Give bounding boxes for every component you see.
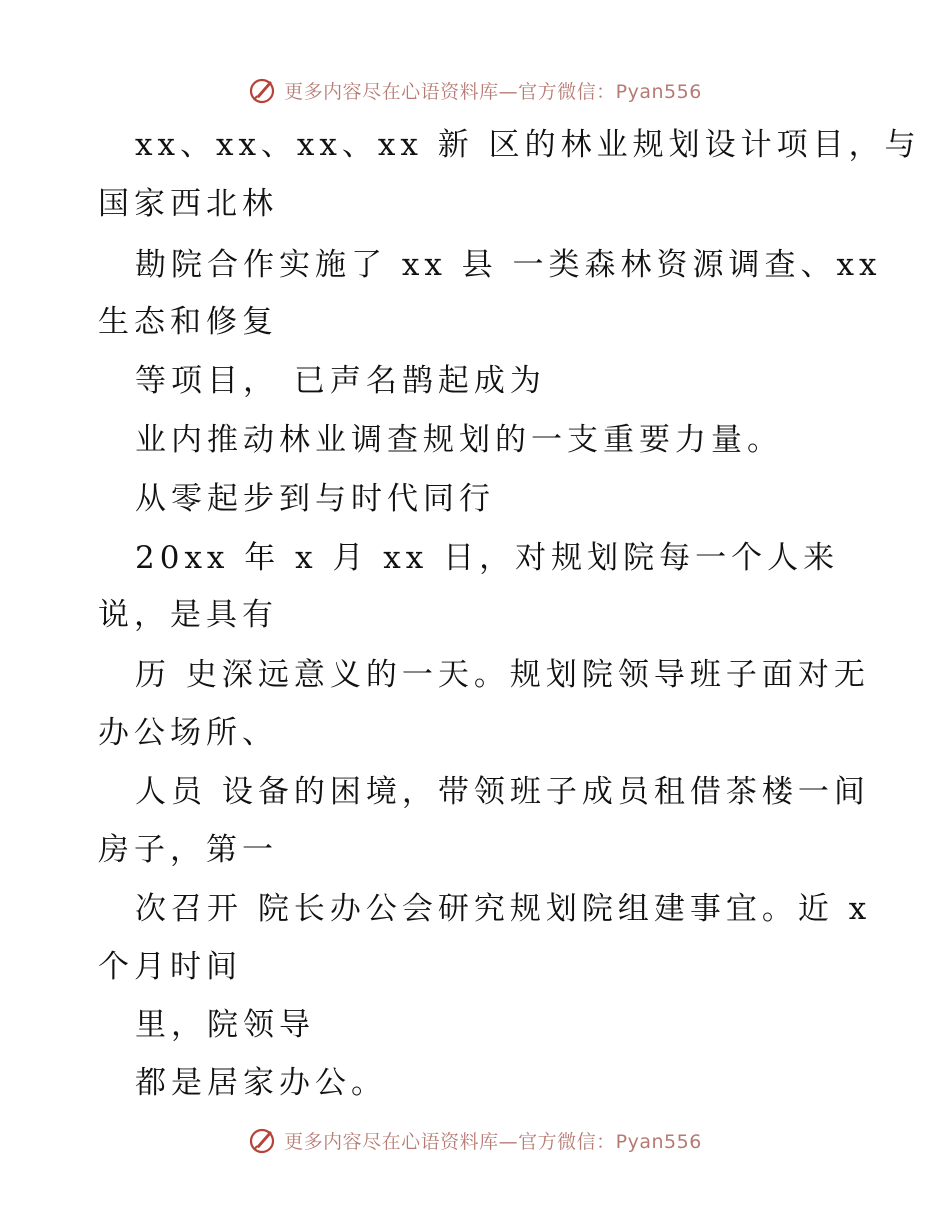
body-line: 国家西北林 [98,186,278,222]
watermark-text: 更多内容尽在心语资料库—官方微信：Pyan556 [284,1130,702,1153]
body-line: xx、xx、xx、xx 新 区的林业规划设计项目，与 [135,127,921,163]
body-line: 20xx 年 x 月 xx 日，对规划院每一个人来 [135,540,840,576]
body-line: 里，院领导 [135,1007,315,1043]
body-line: 都是居家办公。 [135,1065,387,1101]
body-line: 人员 设备的困境，带领班子成员租借茶楼一间 [135,774,870,810]
body-line: 业内推动林业调查规划的一支重要力量。 [135,422,783,458]
body-line: 次召开 院长办公会研究规划院组建事宜。近 x [135,891,872,927]
body-line: 房子，第一 [98,832,278,868]
body-line: 等项目， 已声名鹊起成为 [135,363,546,399]
body-line: 个月时间 [98,949,242,985]
quill-pen-logo-icon [248,75,278,105]
top-watermark-banner [0,70,950,110]
body-line: 勘院合作实施了 xx 县 一类森林资源调查、xx [135,247,882,283]
body-line: 办公场所、 [98,715,278,751]
bottom-watermark-banner [0,1120,950,1160]
body-line: 历 史深远意义的一天。规划院领导班子面对无 [135,657,870,693]
body-line: 从零起步到与时代同行 [135,481,495,517]
watermark-text: 更多内容尽在心语资料库—官方微信：Pyan556 [284,80,702,103]
quill-pen-logo-icon [248,1125,278,1155]
body-line: 生态和修复 [98,304,278,340]
body-line: 说，是具有 [98,597,278,633]
